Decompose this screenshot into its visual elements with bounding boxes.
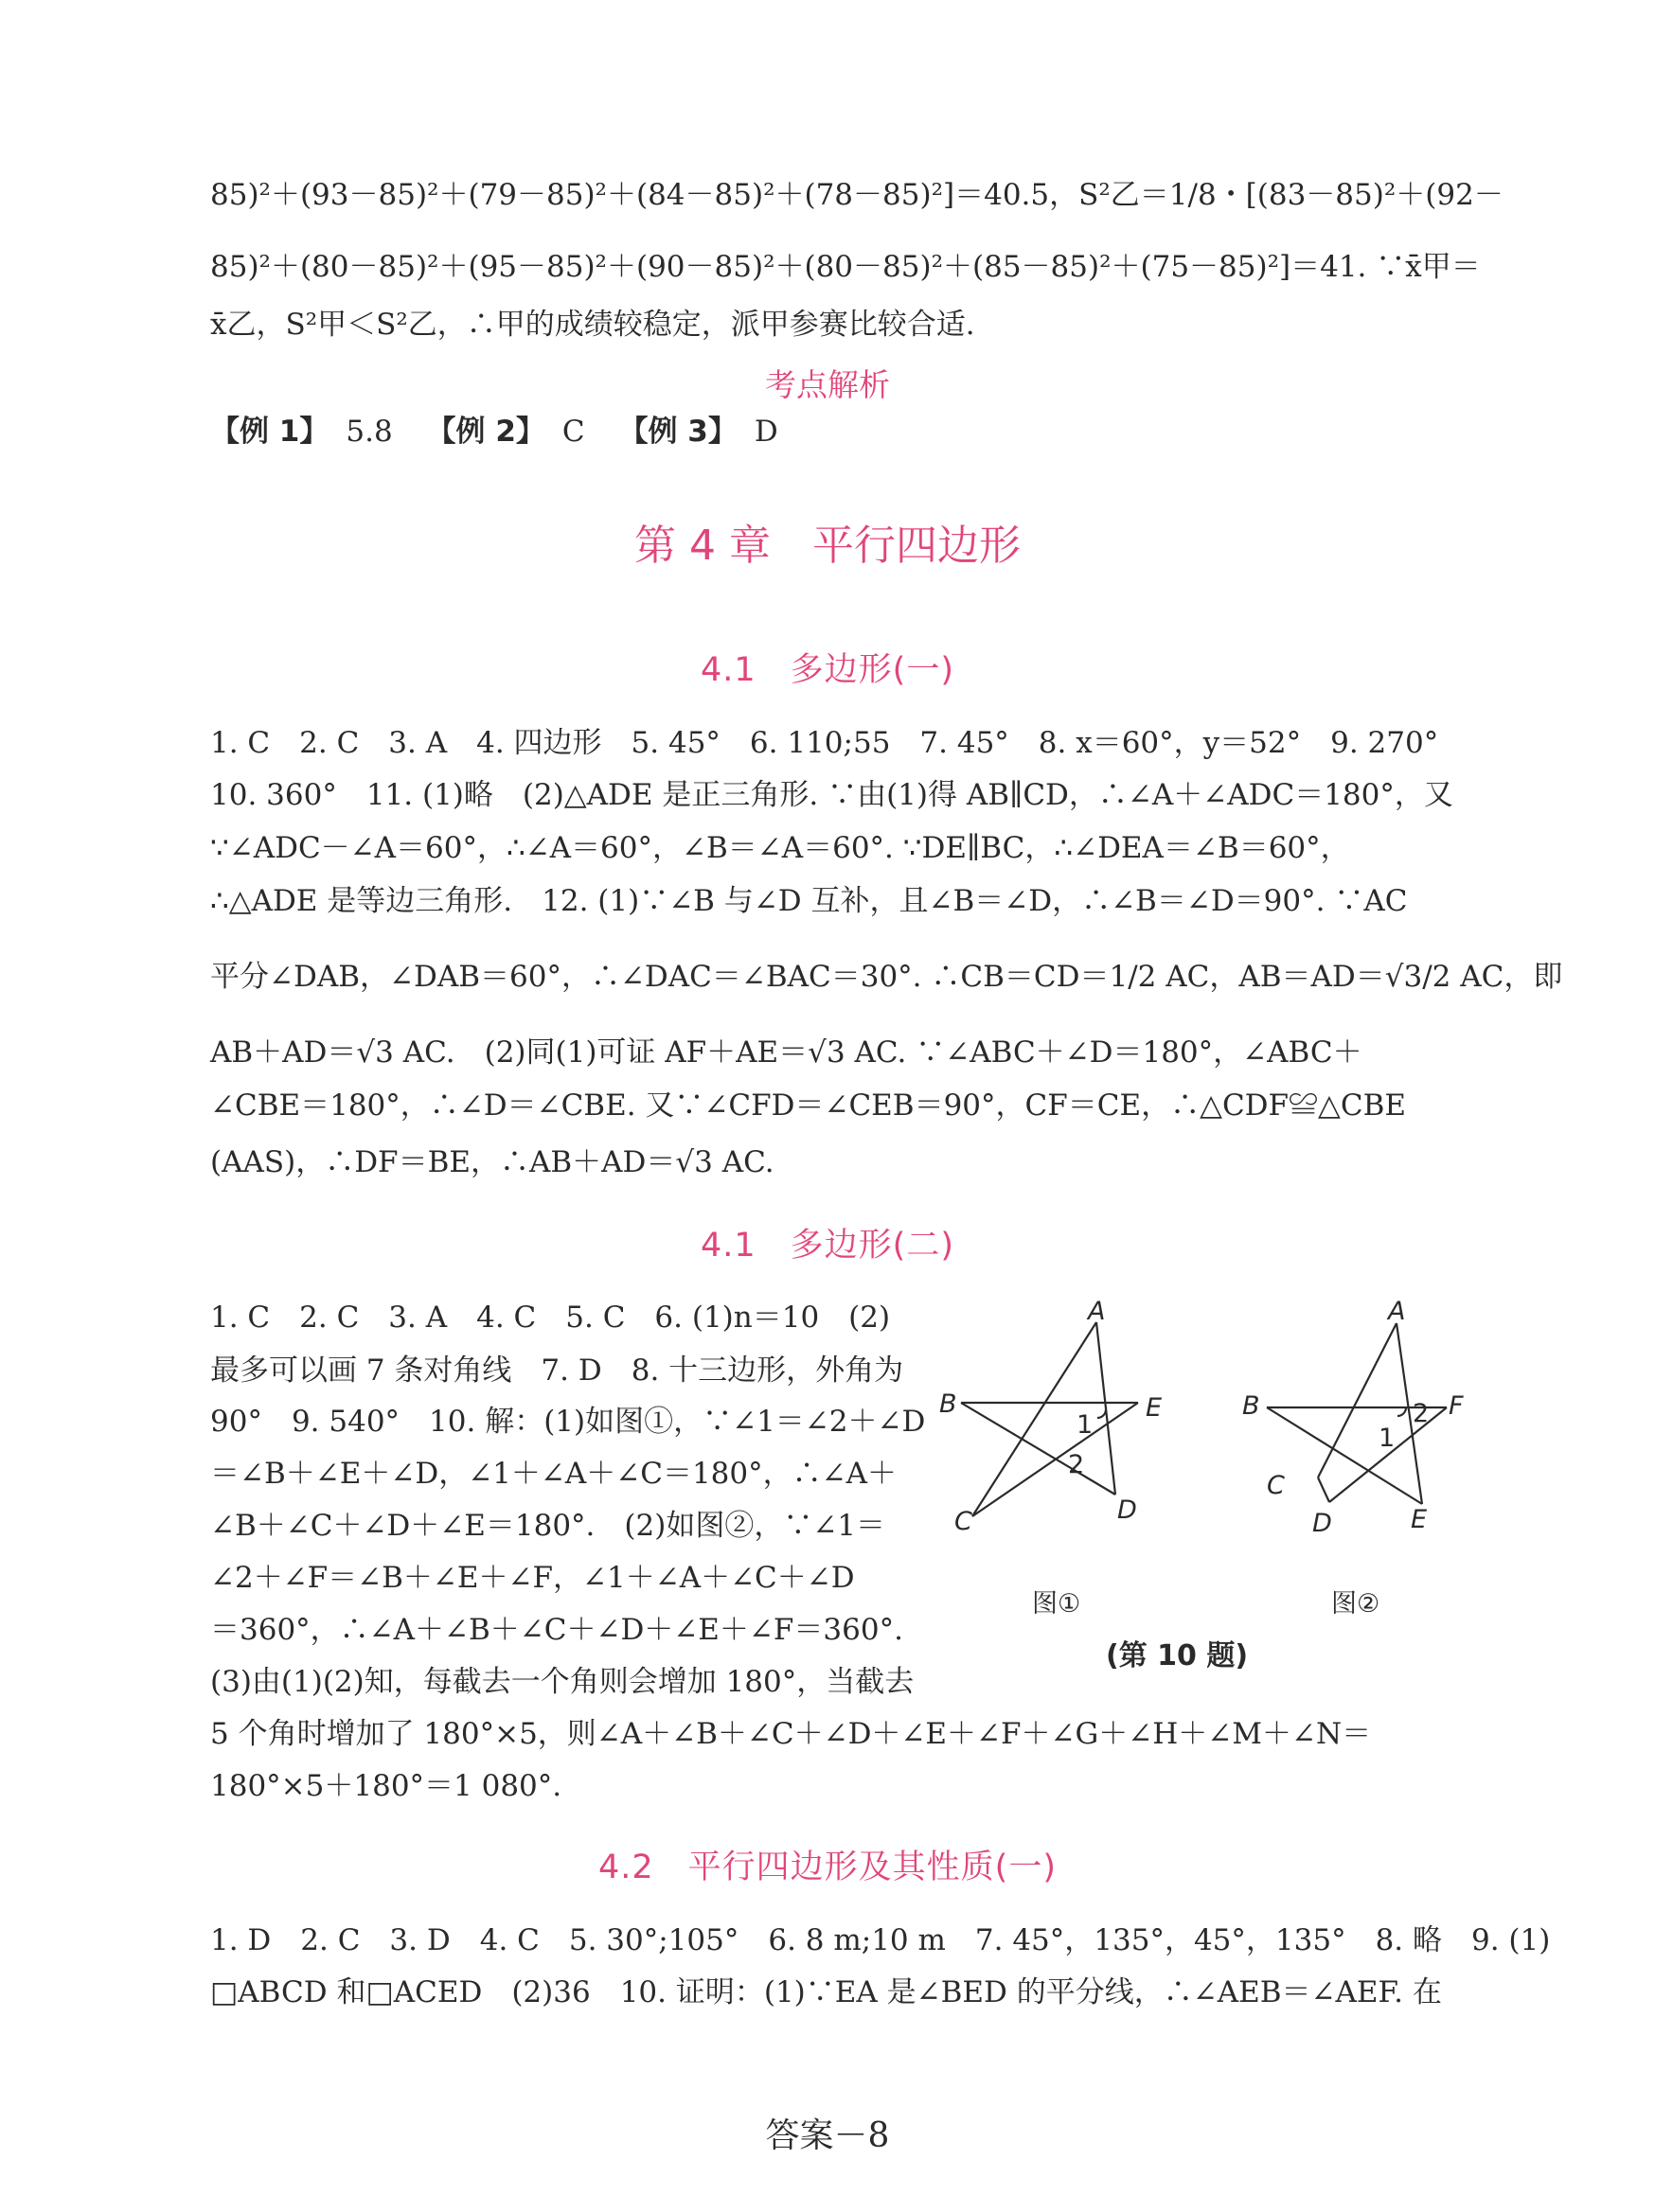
answer-line: ∠CBE＝180°，∴∠D＝∠CBE. 又∵∠CFD＝∠CEB＝90°，CF＝CE，∴△CDF≌△CBE — [210, 1088, 1406, 1123]
figure-2-angle-2: 2 — [1413, 1399, 1430, 1428]
answer-line: (3)由(1)(2)知，每截去一个角则会增加 180°，当截去 — [210, 1665, 915, 1699]
figures-caption: (第 10 题) — [1106, 1639, 1249, 1672]
answer-line: 1. C 2. C 3. A 4. C 5. C 6. (1)n＝10 (2) — [210, 1301, 891, 1335]
section-title-41b: 4.1 多边形(二) — [701, 1227, 954, 1265]
answer-line: 最多可以画 7 条对角线 7. D 8. 十三边形，外角为 — [210, 1354, 904, 1388]
figure-1-angle-1: 1 — [1077, 1410, 1094, 1440]
figure-2-label-f: F — [1449, 1391, 1464, 1421]
text-line: 85)²＋(93－85)²＋(79－85)²＋(84－85)²＋(78－85)²]＝40.5，S²乙＝1/8・[(83－85)²＋(92－ — [210, 178, 1504, 212]
answer-line: 1. C 2. C 3. A 4. 四边形 5. 45° 6. 110;55 7. 45° 8. x＝60°，y＝52° 9. 270° — [210, 726, 1439, 760]
section-heading-kaodian: 考点解析 — [765, 366, 890, 403]
figure-1-label-e: E — [1146, 1393, 1163, 1423]
examples-row — [210, 413, 803, 451]
example-label: 【例 3】 — [618, 415, 738, 449]
answer-line: ∠B＋∠C＋∠D＋∠E＝180°. (2)如图②，∵∠1＝ — [210, 1509, 886, 1543]
answer-line: ∵∠ADC－∠A＝60°，∴∠A＝60°，∠B＝∠A＝60°. ∵DE∥BC，∴∠DEA＝∠B＝60°， — [210, 831, 1350, 865]
answer-line: (AAS)，∴DF＝BE，∴AB＋AD＝√3 AC. — [210, 1145, 774, 1179]
figure-2-label-b: B — [1242, 1391, 1260, 1421]
figure-2-label-a: A — [1388, 1297, 1406, 1326]
chapter-title: 第 4 章 平行四边形 — [634, 522, 1021, 570]
answer-line: 平分∠DAB，∠DAB＝60°，∴∠DAC＝∠BAC＝30°. ∴CB＝CD＝1/2 AC，AB＝AD＝√3/2 AC，即 — [210, 960, 1563, 994]
example-answer: 5.8 — [346, 415, 393, 449]
figure-2-caption: 图② — [1331, 1589, 1380, 1619]
text-line: x̄乙，S²甲＜S²乙，∴甲的成绩较稳定，派甲参赛比较合适. — [210, 308, 975, 342]
example-label: 【例 2】 — [426, 415, 545, 449]
figure-1-label-d: D — [1117, 1495, 1137, 1525]
answer-line: ＝360°，∴∠A＋∠B＋∠C＋∠D＋∠E＋∠F＝360°. — [210, 1613, 903, 1647]
example-answer: C — [561, 415, 585, 449]
figure-1-angle-2: 2 — [1068, 1450, 1085, 1479]
answer-line: ＝∠B＋∠E＋∠D，∠1＋∠A＋∠C＝180°，∴∠A＋ — [210, 1457, 897, 1491]
answer-line: 180°×5＋180°＝1 080°. — [210, 1769, 562, 1803]
text-line: 85)²＋(80－85)²＋(95－85)²＋(90－85)²＋(80－85)²＋(85－85)²＋(75－85)²]＝41. ∵x̄甲＝ — [210, 250, 1481, 284]
figure-1-label-b: B — [939, 1389, 957, 1419]
figure-2-star — [1231, 1292, 1477, 1538]
answer-line: 1. D 2. C 3. D 4. C 5. 30°;105° 6. 8 m;10 m 7. 45°，135°，45°，135° 8. 略 9. (1) — [210, 1923, 1551, 1957]
example-label: 【例 1】 — [210, 415, 329, 449]
answer-line: □ABCD 和□ACED (2)36 10. 证明：(1)∵EA 是∠BED 的平分线，∴∠AEB＝∠AEF. 在 — [210, 1975, 1442, 2009]
answer-line: 90° 9. 540° 10. 解：(1)如图①，∵∠1＝∠2＋∠D — [210, 1405, 926, 1439]
answer-line: ∴△ADE 是等边三角形. 12. (1)∵∠B 与∠D 互补，且∠B＝∠D，∴∠B＝∠D＝90°. ∵AC — [210, 884, 1408, 918]
figure-1-label-c: C — [954, 1507, 972, 1536]
figure-2-label-c: C — [1267, 1471, 1285, 1500]
answer-line: ∠2＋∠F＝∠B＋∠E＋∠F，∠1＋∠A＋∠C＋∠D — [210, 1561, 855, 1595]
page-footer: 答案－8 — [765, 2116, 890, 2155]
figure-1-caption: 图① — [1032, 1589, 1081, 1619]
answer-line: 10. 360° 11. (1)略 (2)△ADE 是正三角形. ∵由(1)得 AB∥CD，∴∠A＋∠ADC＝180°，又 — [210, 778, 1453, 812]
figure-2-angle-1: 1 — [1379, 1424, 1396, 1453]
figure-2-label-e: E — [1411, 1505, 1428, 1534]
figure-2-label-d: D — [1312, 1509, 1332, 1538]
figure-1-star — [933, 1292, 1179, 1538]
section-title-42: 4.2 平行四边形及其性质(一) — [598, 1849, 1057, 1886]
answer-line: 5 个角时增加了 180°×5，则∠A＋∠B＋∠C＋∠D＋∠E＋∠F＋∠G＋∠H＋∠M＋∠N＝ — [210, 1717, 1372, 1751]
section-title-41a: 4.1 多边形(一) — [701, 651, 954, 689]
example-answer: D — [754, 415, 778, 449]
answer-line: AB＋AD＝√3 AC. (2)同(1)可证 AF＋AE＝√3 AC. ∵∠ABC＋∠D＝180°，∠ABC＋ — [210, 1035, 1362, 1070]
figure-1-label-a: A — [1088, 1297, 1106, 1326]
